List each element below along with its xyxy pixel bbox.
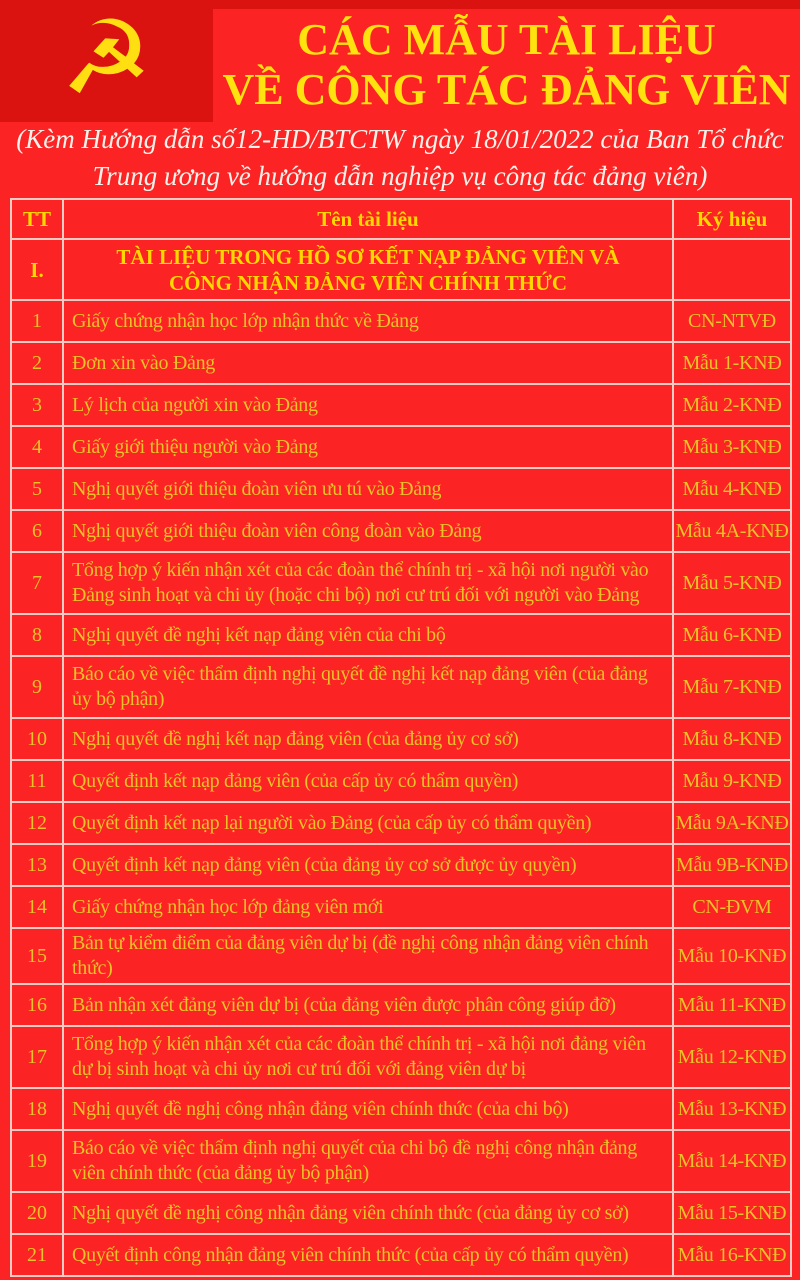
row-number: 19 bbox=[11, 1130, 63, 1192]
row-number: 8 bbox=[11, 614, 63, 656]
table-row bbox=[11, 844, 791, 886]
page-subtitle-line1: (Kèm Hướng dẫn số12-HD/BTCTW ngày 18/01/2022 của Ban Tổ chức bbox=[16, 124, 784, 154]
table-row bbox=[11, 468, 791, 510]
table-row bbox=[11, 760, 791, 802]
document-code: CN-NTVĐ bbox=[673, 300, 791, 342]
table-row bbox=[11, 426, 791, 468]
document-name: Quyết định kết nạp lại người vào Đảng (của cấp ủy có thẩm quyền) bbox=[63, 802, 673, 844]
table-row bbox=[11, 510, 791, 552]
document-code: CN-ĐVM bbox=[673, 886, 791, 928]
table-row bbox=[11, 300, 791, 342]
row-number: 4 bbox=[11, 426, 63, 468]
table-row bbox=[11, 552, 791, 614]
row-number: 18 bbox=[11, 1088, 63, 1130]
page-subtitle-line2: Trung ương về hướng dẫn nghiệp vụ công tác đảng viên) bbox=[92, 161, 708, 191]
section-number: I. bbox=[11, 239, 63, 300]
page-title-line1: CÁC MẪU TÀI LIỆU bbox=[297, 15, 716, 64]
row-number: 20 bbox=[11, 1192, 63, 1234]
table-row bbox=[11, 802, 791, 844]
table-row bbox=[11, 614, 791, 656]
document-name: Báo cáo về việc thẩm định nghị quyết đề nghị kết nạp đảng viên (của đảng ủy bộ phận) bbox=[63, 656, 673, 718]
table-header-row bbox=[11, 199, 791, 239]
document-code: Mẫu 3-KNĐ bbox=[673, 426, 791, 468]
row-number: 17 bbox=[11, 1026, 63, 1088]
document-name: Bản nhận xét đảng viên dự bị (của đảng viên được phân công giúp đỡ) bbox=[63, 984, 673, 1026]
document-name: Quyết định kết nạp đảng viên (của đảng ủy cơ sở được ủy quyền) bbox=[63, 844, 673, 886]
section-title: TÀI LIỆU TRONG HỒ SƠ KẾT NẠP ĐẢNG VIÊN VÀ CÔNG NHẬN ĐẢNG VIÊN CHÍNH THỨC bbox=[63, 239, 673, 300]
row-number: 1 bbox=[11, 300, 63, 342]
document-code: Mẫu 9A-KNĐ bbox=[673, 802, 791, 844]
document-code: Mẫu 6-KNĐ bbox=[673, 614, 791, 656]
document-name: Giấy chứng nhận học lớp nhận thức về Đảng bbox=[63, 300, 673, 342]
document-name: Nghị quyết đề nghị kết nạp đảng viên của chi bộ bbox=[63, 614, 673, 656]
document-name: Nghị quyết giới thiệu đoàn viên công đoàn vào Đảng bbox=[63, 510, 673, 552]
document-name: Bản tự kiểm điểm của đảng viên dự bị (đề nghị công nhận đảng viên chính thức) bbox=[63, 928, 673, 984]
row-number: 3 bbox=[11, 384, 63, 426]
row-number: 13 bbox=[11, 844, 63, 886]
document-code: Mẫu 7-KNĐ bbox=[673, 656, 791, 718]
documents-table bbox=[10, 198, 792, 1277]
table-row bbox=[11, 984, 791, 1026]
document-name: Quyết định công nhận đảng viên chính thức (của cấp ủy có thẩm quyền) bbox=[63, 1234, 673, 1276]
row-number: 14 bbox=[11, 886, 63, 928]
document-name: Nghị quyết đề nghị công nhận đảng viên chính thức (của chi bộ) bbox=[63, 1088, 673, 1130]
document-code: Mẫu 4-KNĐ bbox=[673, 468, 791, 510]
document-code: Mẫu 1-KNĐ bbox=[673, 342, 791, 384]
page-subtitle bbox=[0, 121, 800, 195]
document-code: Mẫu 12-KNĐ bbox=[673, 1026, 791, 1088]
row-number: 6 bbox=[11, 510, 63, 552]
table-row bbox=[11, 886, 791, 928]
table-row bbox=[11, 928, 791, 984]
row-number: 16 bbox=[11, 984, 63, 1026]
document-code: Mẫu 5-KNĐ bbox=[673, 552, 791, 614]
document-name: Lý lịch của người xin vào Đảng bbox=[63, 384, 673, 426]
row-number: 12 bbox=[11, 802, 63, 844]
page-title bbox=[213, 15, 800, 115]
document-name: Giấy giới thiệu người vào Đảng bbox=[63, 426, 673, 468]
table-row bbox=[11, 342, 791, 384]
document-name: Tổng hợp ý kiến nhận xét của các đoàn thể chính trị - xã hội nơi người vào Đảng sinh hoạt và chi ủy (hoặc chi bộ) nơi cư trú đối với người vào Đảng bbox=[63, 552, 673, 614]
document-name: Báo cáo về việc thẩm định nghị quyết của chi bộ đề nghị công nhận đảng viên chính thức (của đảng ủy bộ phận) bbox=[63, 1130, 673, 1192]
table-row bbox=[11, 1088, 791, 1130]
table-row bbox=[11, 1130, 791, 1192]
document-code: Mẫu 14-KNĐ bbox=[673, 1130, 791, 1192]
table-row bbox=[11, 718, 791, 760]
table-body bbox=[11, 300, 791, 1276]
table-row bbox=[11, 1234, 791, 1276]
column-header-name: Tên tài liệu bbox=[63, 199, 673, 239]
document-name: Giấy chứng nhận học lớp đảng viên mới bbox=[63, 886, 673, 928]
party-logo-box bbox=[0, 0, 213, 122]
document-code: Mẫu 15-KNĐ bbox=[673, 1192, 791, 1234]
row-number: 10 bbox=[11, 718, 63, 760]
row-number: 11 bbox=[11, 760, 63, 802]
page-title-line2: VỀ CÔNG TÁC ĐẢNG VIÊN bbox=[222, 65, 791, 114]
document-name: Tổng hợp ý kiến nhận xét của các đoàn thể chính trị - xã hội nơi đảng viên dự bị sinh hoạt và chi ủy nơi cư trú đối với đảng viên dự bị bbox=[63, 1026, 673, 1088]
document-code: Mẫu 16-KNĐ bbox=[673, 1234, 791, 1276]
row-number: 7 bbox=[11, 552, 63, 614]
table-row bbox=[11, 384, 791, 426]
column-header-code: Ký hiệu bbox=[673, 199, 791, 239]
document-code: Mẫu 9-KNĐ bbox=[673, 760, 791, 802]
document-name: Nghị quyết giới thiệu đoàn viên ưu tú vào Đảng bbox=[63, 468, 673, 510]
row-number: 2 bbox=[11, 342, 63, 384]
row-number: 21 bbox=[11, 1234, 63, 1276]
document-code: Mẫu 11-KNĐ bbox=[673, 984, 791, 1026]
section-row bbox=[11, 239, 791, 300]
document-name: Đơn xin vào Đảng bbox=[63, 342, 673, 384]
document-name: Quyết định kết nạp đảng viên (của cấp ủy có thẩm quyền) bbox=[63, 760, 673, 802]
document-code: Mẫu 2-KNĐ bbox=[673, 384, 791, 426]
section-code bbox=[673, 239, 791, 300]
document-code: Mẫu 9B-KNĐ bbox=[673, 844, 791, 886]
document-name: Nghị quyết đề nghị công nhận đảng viên chính thức (của đảng ủy cơ sở) bbox=[63, 1192, 673, 1234]
document-code: Mẫu 4A-KNĐ bbox=[673, 510, 791, 552]
table-row bbox=[11, 1192, 791, 1234]
document-name: Nghị quyết đề nghị kết nạp đảng viên (của đảng ủy cơ sở) bbox=[63, 718, 673, 760]
row-number: 15 bbox=[11, 928, 63, 984]
row-number: 5 bbox=[11, 468, 63, 510]
hammer-and-sickle-icon: ☭ bbox=[60, 0, 153, 118]
document-code: Mẫu 13-KNĐ bbox=[673, 1088, 791, 1130]
row-number: 9 bbox=[11, 656, 63, 718]
table-row bbox=[11, 1026, 791, 1088]
column-header-tt: TT bbox=[11, 199, 63, 239]
document-code: Mẫu 10-KNĐ bbox=[673, 928, 791, 984]
table-row bbox=[11, 656, 791, 718]
document-code: Mẫu 8-KNĐ bbox=[673, 718, 791, 760]
